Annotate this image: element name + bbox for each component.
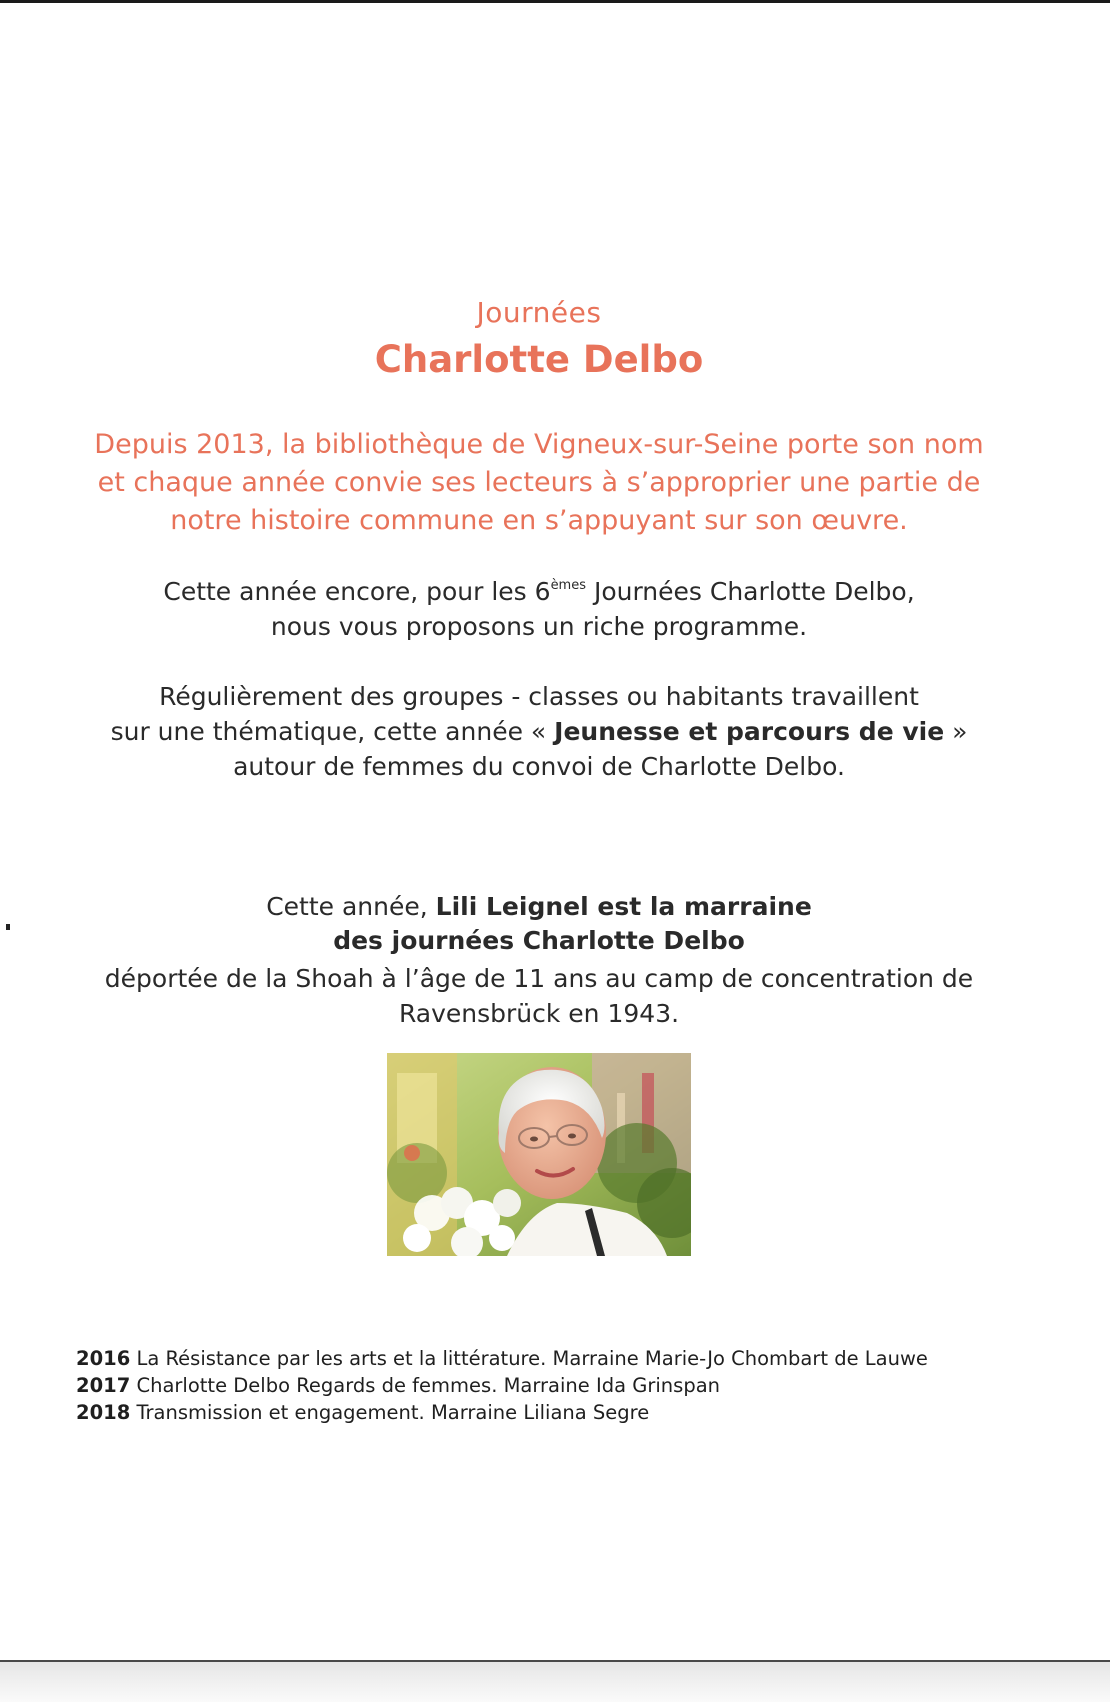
intro-line: Depuis 2013, la bibliothèque de Vigneux-sur-Seine porte son nom: [94, 429, 984, 460]
intro-line: notre histoire commune en s’appuyant sur son œuvre.: [170, 505, 908, 536]
thematique-line: Régulièrement des groupes - classes ou habitants travaillent: [159, 682, 919, 711]
thematique-theme: Jeunesse et parcours de vie: [554, 717, 945, 746]
top-border-rule: [0, 0, 1110, 3]
thematique-text: »: [944, 717, 968, 746]
intro-line: et chaque année convie ses lecteurs à s’approprier une partie de: [97, 467, 981, 498]
history-text: Charlotte Delbo Regards de femmes. Marraine Ida Grinspan: [136, 1374, 720, 1397]
marraine-portrait-photo: [387, 1053, 691, 1256]
history-item: [76, 1399, 1076, 1426]
thematique-paragraph: [40, 679, 1038, 784]
marraine-text: Cette année,: [266, 892, 436, 921]
bio-line: déportée de la Shoah à l’âge de 11 ans au camp de concentration de: [104, 964, 974, 993]
programme-line: [40, 574, 1038, 609]
intro-paragraph: [40, 426, 1038, 540]
thematique-line: [40, 714, 1038, 749]
marraine-bio: [40, 961, 1038, 1031]
history-text: La Résistance par les arts et la littérature. Marraine Marie-Jo Chombart de Lauwe: [136, 1347, 928, 1370]
programme-paragraph: [40, 574, 1038, 644]
thematique-line: autour de femmes du convoi de Charlotte Delbo.: [233, 752, 845, 781]
history-year: 2016: [76, 1347, 131, 1370]
history-item: [76, 1345, 1076, 1372]
page-title: Charlotte Delbo: [374, 338, 704, 381]
thematique-text: sur une thématique, cette année «: [110, 717, 555, 746]
marraine-line: [40, 890, 1038, 924]
scan-speck: [6, 924, 10, 930]
history-text: Transmission et engagement. Marraine Liliana Segre: [136, 1401, 650, 1424]
history-year: 2018: [76, 1401, 131, 1424]
programme-line: nous vous proposons un riche programme.: [270, 612, 808, 641]
bottom-shade: [0, 1662, 1110, 1702]
programme-text: Journées Charlotte Delbo,: [586, 577, 915, 606]
marraine-name: Lili Leignel est la marraine: [435, 892, 812, 921]
page-kicker: Journées: [476, 296, 602, 329]
marraine-line: des journées Charlotte Delbo: [333, 926, 745, 955]
history-list: [76, 1345, 1076, 1426]
bio-line: Ravensbrück en 1943.: [398, 999, 680, 1028]
marraine-heading: [40, 890, 1038, 958]
history-item: [76, 1372, 1076, 1399]
ordinal-superscript: èmes: [550, 578, 586, 593]
history-year: 2017: [76, 1374, 131, 1397]
programme-text: Cette année encore, pour les 6: [163, 577, 551, 606]
